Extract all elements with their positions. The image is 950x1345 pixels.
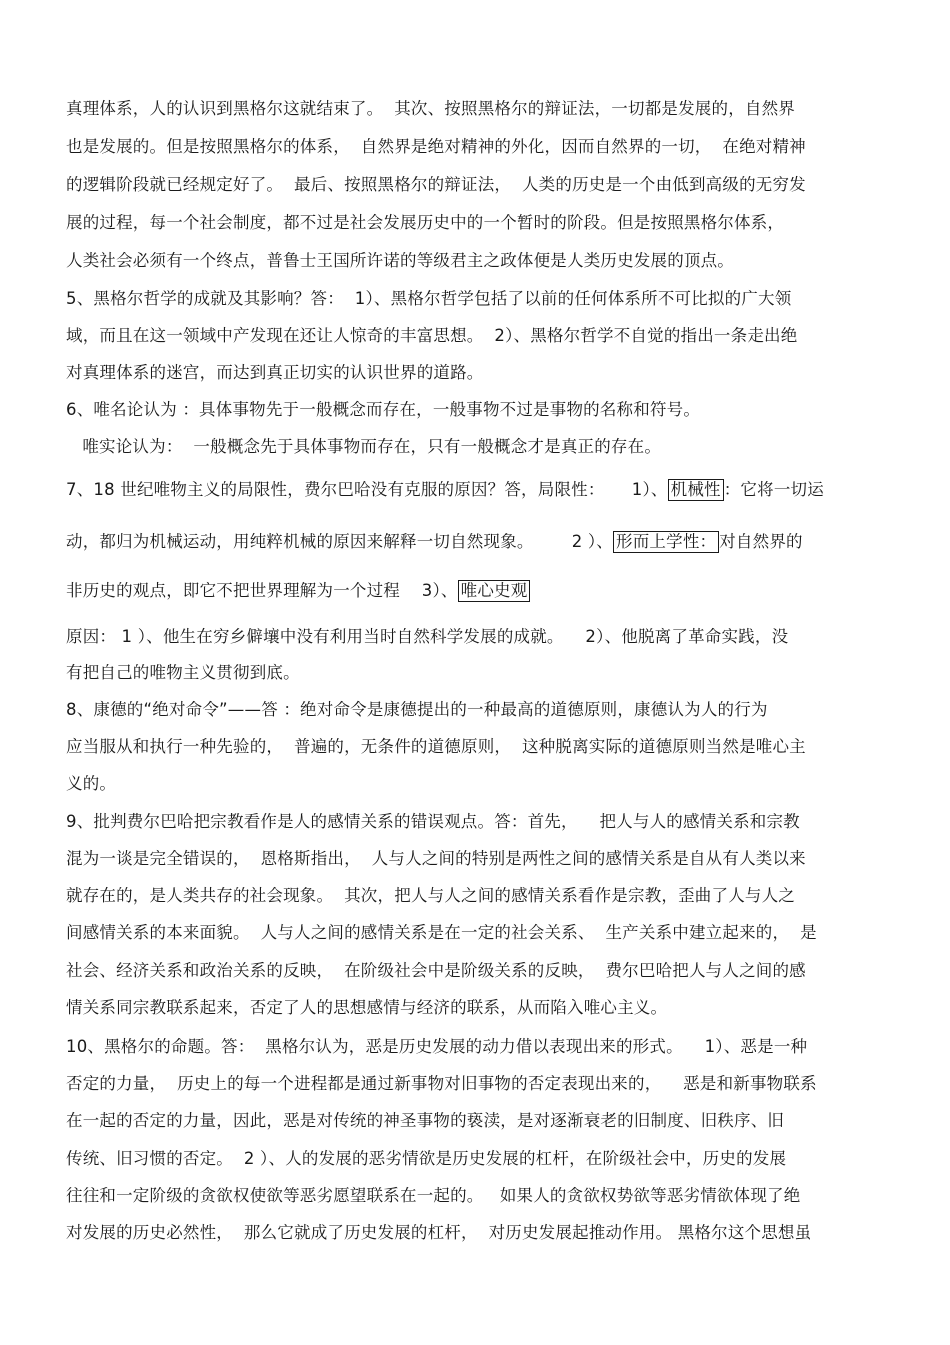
text-line: 唯实论认为： 一般概念先于具体事物而存在，只有一般概念才是真正的存在。 bbox=[66, 437, 662, 456]
text-line: 往往和一定阶级的贪欲权使欲等恶劣愿望联系在一起的。 如果人的贪欲权势欲等恶劣情欲体现了绝 bbox=[66, 1186, 801, 1205]
boxed-term: 机械性 bbox=[668, 479, 724, 501]
text-line: 6、唯名论认为 ：具体事物先于一般概念而存在，一般事物不过是事物的名称和符号。 bbox=[66, 400, 701, 419]
text-line: 间感情关系的本来面貌。 人与人之间的感情关系是在一定的社会关系、 生产关系中建立起来的， 是 bbox=[66, 923, 817, 942]
q7-line-2-text: 动，都归为机械运动，用纯粹机械的原因来解释一切自然现象。 2 ）、 bbox=[66, 532, 614, 551]
boxed-term: 唯心史观 bbox=[458, 580, 531, 602]
text-line: 展的过程，每一个社会制度，都不过是社会发展历史中的一个暂时的阶段。但是按照黑格尔体系， bbox=[66, 213, 785, 232]
text-line: 在一起的否定的力量，因此，恶是对传统的神圣事物的亵渎，是对逐渐衰老的旧制度、旧秩序、旧 bbox=[66, 1111, 785, 1130]
text-line: 义的。 bbox=[66, 774, 117, 793]
text-line: 否定的力量， 历史上的每一个进程都是通过新事物对旧事物的否定表现出来的， 恶是和新事物联系 bbox=[66, 1074, 817, 1093]
text-line: 9、批判费尔巴哈把宗教看作是人的感情关系的错误观点。答：首先， 把人与人的感情关系和宗教 bbox=[66, 812, 800, 831]
q7-line-2 bbox=[66, 531, 803, 553]
text-line: 8、康德的“绝对命令”——答 ：绝对命令是康德提出的一种最高的道德原则，康德认为人的行为 bbox=[66, 700, 768, 719]
text-line: 也是发展的。但是按照黑格尔的体系， 自然界是绝对精神的外化，因而自然界的一切， 在绝对精神 bbox=[66, 137, 806, 156]
q7-line-1-rest: ：它将一切运 bbox=[723, 480, 824, 499]
text-line: 混为一谈是完全错误的， 恩格斯指出， 人与人之间的特别是两性之间的感情关系是自从有人类以来 bbox=[66, 849, 806, 868]
text-line: 10、黑格尔的命题。答： 黑格尔认为，恶是历史发展的动力借以表现出来的形式。 1）、恶是一种 bbox=[66, 1037, 808, 1056]
text-line: 应当服从和执行一种先验的， 普遍的，无条件的道德原则， 这种脱离实际的道德原则当然是唯心主 bbox=[66, 737, 806, 756]
text-line: 传统、旧习惯的否定。 2 ）、人的发展的恶劣情欲是历史发展的杠杆，在阶级社会中，历史的发展 bbox=[66, 1149, 787, 1168]
text-line: 原因： 1 ）、他生在穷乡僻壤中没有利用当时自然科学发展的成就。 2）、他脱离了革命实践，没 bbox=[66, 627, 789, 646]
text-line: 对真理体系的迷宫，而达到真正切实的认识世界的道路。 bbox=[66, 363, 484, 382]
text-line: 人类社会必须有一个终点，普鲁士王国所许诺的等级君主之政体便是人类历史发展的顶点。 bbox=[66, 251, 734, 270]
text-line: 域，而且在这一领域中产发现在还让人惊奇的丰富思想。 2）、黑格尔哲学不自觉的指出一条走出绝 bbox=[66, 326, 798, 345]
text-line: 5、黑格尔哲学的成就及其影响？答： 1）、黑格尔哲学包括了以前的任何体系所不可比拟的广大领 bbox=[66, 289, 792, 308]
text-line: 的逻辑阶段就已经规定好了。 最后、按照黑格尔的辩证法， 人类的历史是一个由低到高级的无穷发 bbox=[66, 175, 806, 194]
text-line: 就存在的，是人类共存的社会现象。 其次，把人与人之间的感情关系看作是宗教，歪曲了人与人之 bbox=[66, 886, 795, 905]
text-line: 真理体系，人的认识到黑格尔这就结束了。 其次、按照黑格尔的辩证法，一切都是发展的，自然界 bbox=[66, 99, 795, 118]
text-line: 对发展的历史必然性， 那么它就成了历史发展的杠杆， 对历史发展起推动作用。 黑格尔这个思想虽 bbox=[66, 1223, 812, 1242]
text-line: 情关系同宗教联系起来，否定了人的思想感情与经济的联系，从而陷入唯心主义。 bbox=[66, 998, 668, 1017]
q7-line-3-text: 非历史的观点，即它不把世界理解为一个过程 3）、 bbox=[66, 581, 458, 600]
q7-line-1 bbox=[66, 479, 824, 501]
q7-line-2-rest: 对自然界的 bbox=[719, 532, 803, 551]
q7-line-1-text: 7、18 世纪唯物主义的局限性，费尔巴哈没有克服的原因？答，局限性： 1）、 bbox=[66, 480, 668, 499]
boxed-term: 形而上学性： bbox=[613, 531, 719, 553]
text-line: 社会、经济关系和政治关系的反映， 在阶级社会中是阶级关系的反映， 费尔巴哈把人与人之间的感 bbox=[66, 961, 806, 980]
text-line: 有把自己的唯物主义贯彻到底。 bbox=[66, 663, 300, 682]
q7-line-3 bbox=[66, 580, 530, 602]
